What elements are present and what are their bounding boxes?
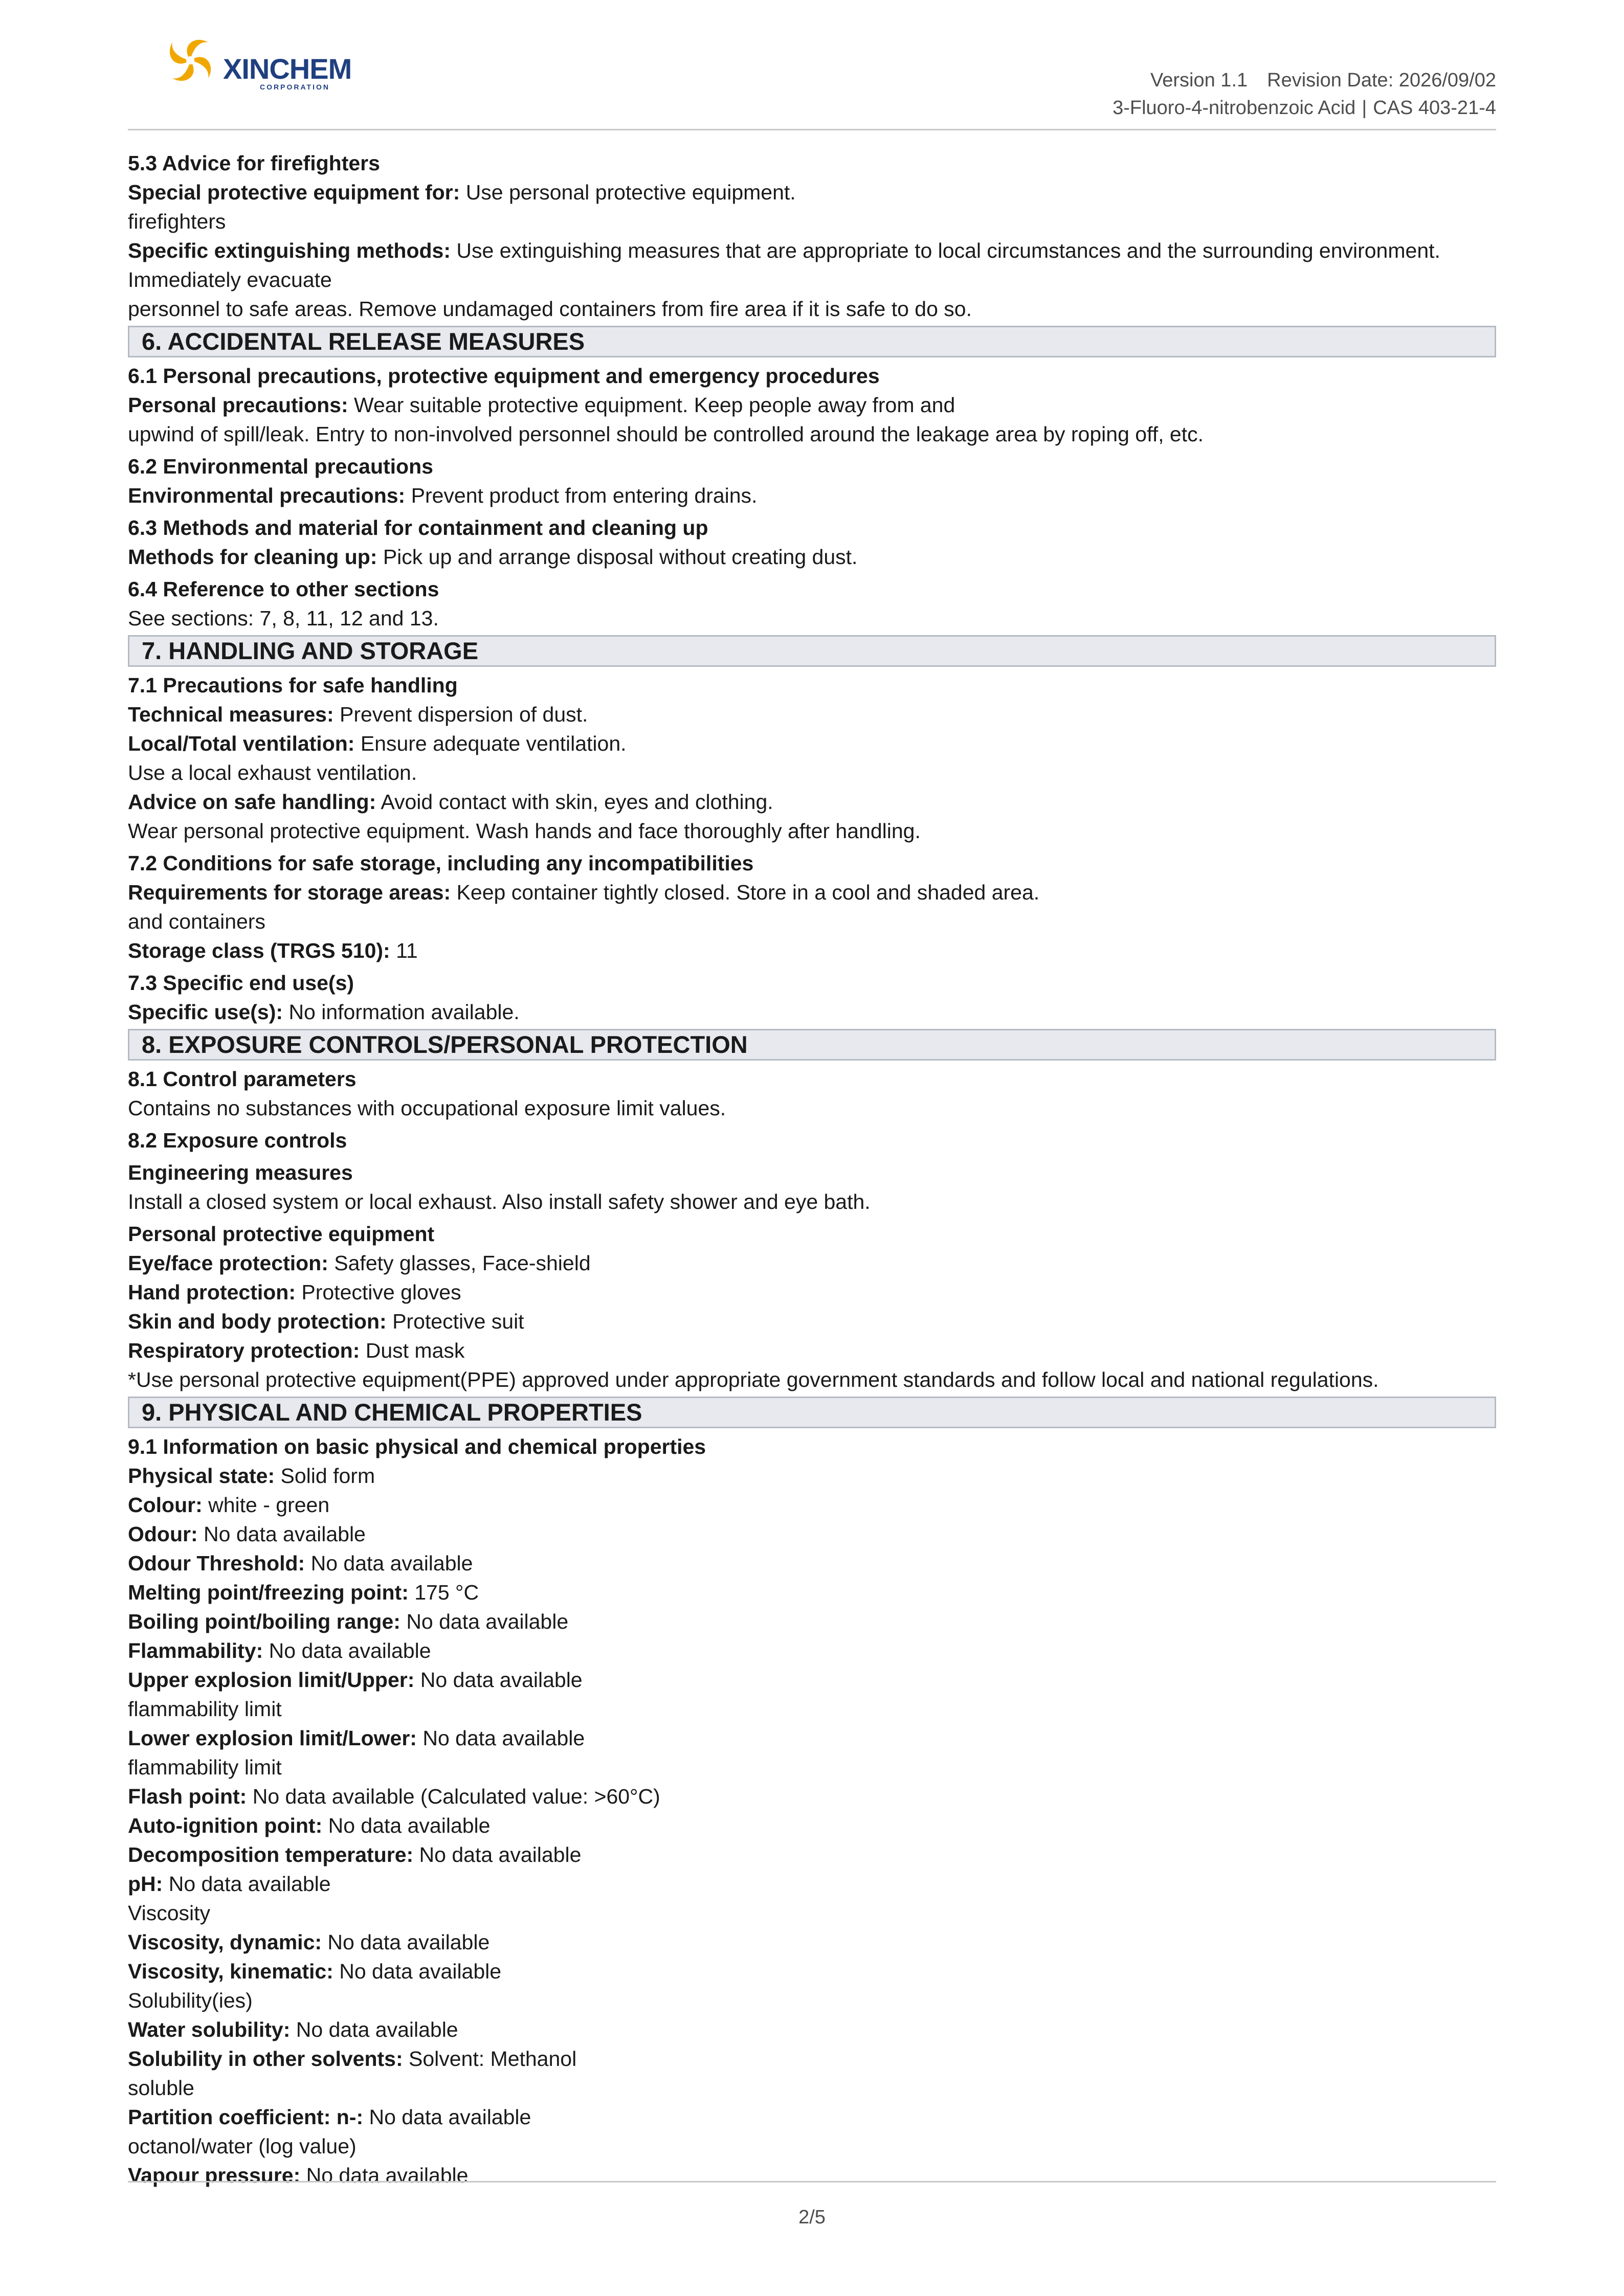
property-value: Solubility(ies): [128, 1989, 253, 2012]
continuation-line: personnel to safe areas. Remove undamaged containers from fire area if it is safe to do so.: [128, 297, 972, 321]
property-value: No data available: [414, 1668, 583, 1692]
property-value: No data available: [300, 2164, 469, 2187]
property-value: No data available: [290, 2018, 458, 2041]
property-line: [128, 1665, 1496, 1695]
company-name: XINCHEM: [223, 53, 352, 85]
property-label: Local/Total ventilation:: [128, 732, 355, 755]
continuation-line: Wear personal protective equipment. Wash hands and face thoroughly after handling.: [128, 819, 921, 843]
pinwheel-logo-icon: [160, 30, 221, 91]
property-line: [128, 391, 1496, 420]
property-value: Solid form: [275, 1464, 375, 1488]
property-value: Prevent dispersion of dust.: [333, 703, 588, 726]
section-heading-7: 7. HANDLING AND STORAGE: [128, 635, 1496, 667]
product-name: 3-Fluoro-4-nitrobenzoic Acid: [1113, 97, 1356, 119]
property-value: Avoid contact with skin, eyes and clothing.: [376, 790, 773, 814]
property-label: Odour Threshold:: [128, 1551, 305, 1575]
property-value: No data available: [413, 1843, 582, 1866]
property-value: No data available: [197, 1522, 366, 1546]
property-line: [128, 1870, 1496, 1899]
subsection-heading: 7.1 Precautions for safe handling: [128, 673, 458, 697]
subsection-heading: 8.1 Control parameters: [128, 1067, 357, 1091]
property-line: [128, 1724, 1496, 1753]
continuation-line: and containers: [128, 910, 265, 933]
subsection-heading: 5.3 Advice for firefighters: [128, 151, 380, 175]
property-label: Flash point:: [128, 1785, 247, 1808]
property-label: Auto-ignition point:: [128, 1814, 323, 1837]
minor-heading: Personal protective equipment: [128, 1222, 435, 1246]
property-line: [128, 729, 1496, 758]
property-label: Odour:: [128, 1522, 198, 1546]
property-label: Solubility in other solvents:: [128, 2047, 403, 2070]
property-label: Methods for cleaning up:: [128, 545, 377, 569]
property-line: [128, 2044, 1496, 2074]
property-line: [128, 787, 1496, 817]
property-label: Vapour pressure:: [128, 2164, 301, 2187]
company-logo: [160, 30, 374, 101]
property-value: No data available: [163, 1872, 331, 1896]
property-label: Melting point/freezing point:: [128, 1581, 409, 1604]
property-line: [128, 1249, 1496, 1278]
property-label: Water solubility:: [128, 2018, 291, 2041]
subsection-heading: 8.2 Exposure controls: [128, 1129, 347, 1152]
reference-text: See sections: 7, 8, 11, 12 and 13.: [128, 606, 439, 630]
property-line: [128, 1278, 1496, 1307]
page-number: 2/5: [798, 2207, 826, 2228]
subsection-heading: 7.3 Specific end use(s): [128, 971, 354, 995]
revision-date: Revision Date: 2026/09/02: [1267, 70, 1496, 91]
property-line: [128, 236, 1496, 265]
property-value: Solvent: Methanol: [403, 2047, 577, 2070]
property-line: [128, 1307, 1496, 1336]
continuation-line: [128, 2132, 1496, 2161]
property-label: Special protective equipment for:: [128, 181, 460, 204]
property-label: Flammability:: [128, 1639, 263, 1662]
property-value: flammability limit: [128, 1755, 282, 1779]
property-label: Viscosity, kinematic:: [128, 1960, 333, 1983]
property-value: soluble: [128, 2076, 194, 2100]
section-heading-9: 9. PHYSICAL AND CHEMICAL PROPERTIES: [128, 1397, 1496, 1428]
cas-number: CAS 403-21-4: [1373, 97, 1496, 119]
property-value: Prevent product from entering drains.: [405, 484, 758, 507]
property-line: [128, 481, 1496, 510]
property-label: Specific extinguishing methods:: [128, 239, 451, 262]
property-line: [128, 878, 1496, 907]
body-text: Install a closed system or local exhaust. Also install safety shower and eye bath.: [128, 1190, 871, 1213]
property-line: [128, 1336, 1496, 1365]
group-label: [128, 1899, 1496, 1928]
property-label: Eye/face protection:: [128, 1251, 328, 1275]
property-value: Protective suit: [386, 1310, 524, 1333]
property-label: Skin and body protection:: [128, 1310, 387, 1333]
document-body: [128, 146, 1496, 2190]
property-line: [128, 700, 1496, 729]
continuation-line: firefighters: [128, 210, 226, 233]
footer-divider: [128, 2181, 1496, 2182]
meta-separator: |: [1362, 97, 1367, 119]
company-subtitle: CORPORATION: [260, 83, 330, 91]
group-label: [128, 1986, 1496, 2015]
property-line: [128, 1461, 1496, 1491]
property-value: Wear suitable protective equipment. Keep people away from and: [348, 393, 955, 417]
property-value: No data available: [363, 2105, 531, 2129]
continuation-line: [128, 1753, 1496, 1782]
property-line: [128, 1520, 1496, 1549]
property-line: [128, 1840, 1496, 1870]
property-value: No data available: [322, 1930, 490, 1954]
section-heading-6: 6. ACCIDENTAL RELEASE MEASURES: [128, 326, 1496, 357]
property-label: Decomposition temperature:: [128, 1843, 414, 1866]
continuation-line: upwind of spill/leak. Entry to non-involved personnel should be controlled around the leakage area by roping off, etc.: [128, 422, 1204, 446]
property-label: Requirements for storage areas:: [128, 881, 451, 904]
property-line: [128, 1607, 1496, 1636]
property-value: No information available.: [283, 1000, 520, 1024]
property-label: Boiling point/boiling range:: [128, 1610, 401, 1633]
property-line: [128, 936, 1496, 965]
subsection-heading: 6.2 Environmental precautions: [128, 455, 433, 478]
property-label: Upper explosion limit/Upper:: [128, 1668, 415, 1692]
property-label: Viscosity, dynamic:: [128, 1930, 322, 1954]
property-line: [128, 178, 1496, 207]
subsection-heading: 9.1 Information on basic physical and chemical properties: [128, 1435, 706, 1458]
property-value: 11: [390, 939, 418, 962]
property-value: No data available: [333, 1960, 502, 1983]
continuation-line: Immediately evacuate: [128, 268, 332, 291]
property-line: [128, 1928, 1496, 1957]
property-label: Environmental precautions:: [128, 484, 406, 507]
property-value: Use extinguishing measures that are appropriate to local circumstances and the surrounding environment.: [451, 239, 1440, 262]
continuation-line: Use a local exhaust ventilation.: [128, 761, 417, 784]
property-line: [128, 543, 1496, 572]
property-value: Ensure adequate ventilation.: [354, 732, 627, 755]
property-value: Dust mask: [360, 1339, 465, 1362]
subsection-heading: 6.1 Personal precautions, protective equipment and emergency procedures: [128, 364, 880, 388]
property-value: Keep container tightly closed. Store in a cool and shaded area.: [451, 881, 1040, 904]
property-line: [128, 1782, 1496, 1811]
property-value: Safety glasses, Face-shield: [328, 1251, 591, 1275]
property-label: Hand protection:: [128, 1280, 296, 1304]
property-value: flammability limit: [128, 1697, 282, 1721]
body-text: Contains no substances with occupational exposure limit values.: [128, 1096, 726, 1120]
property-line: [128, 1578, 1496, 1607]
property-value: 175 °C: [408, 1581, 479, 1604]
property-label: Personal precautions:: [128, 393, 348, 417]
document-meta: [1113, 66, 1496, 122]
property-line: [128, 1957, 1496, 1986]
property-value: No data available: [416, 1726, 585, 1750]
property-label: Storage class (TRGS 510):: [128, 939, 390, 962]
subsection-heading: 6.4 Reference to other sections: [128, 577, 439, 601]
subsection-heading: 6.3 Methods and material for containment and cleaning up: [128, 516, 708, 539]
ppe-note: *Use personal protective equipment(PPE) approved under appropriate government standards and follow local and national regulations.: [128, 1368, 1379, 1391]
property-label: Physical state:: [128, 1464, 275, 1488]
property-line: [128, 998, 1496, 1027]
continuation-line: [128, 2074, 1496, 2103]
section-heading-8: 8. EXPOSURE CONTROLS/PERSONAL PROTECTION: [128, 1029, 1496, 1061]
property-line: [128, 2103, 1496, 2132]
property-value: No data available: [263, 1639, 431, 1662]
property-label: Specific use(s):: [128, 1000, 283, 1024]
property-line: [128, 1636, 1496, 1665]
property-value: white - green: [202, 1493, 330, 1517]
subsection-heading: 7.2 Conditions for safe storage, including any incompatibilities: [128, 851, 754, 875]
property-value: No data available (Calculated value: >60°C): [247, 1785, 660, 1808]
property-line: [128, 2161, 1496, 2190]
version-label: Version 1.1: [1150, 70, 1248, 91]
property-line: [128, 1811, 1496, 1840]
property-value: Protective gloves: [295, 1280, 461, 1304]
property-value: Pick up and arrange disposal without creating dust.: [377, 545, 858, 569]
property-value: Use personal protective equipment.: [460, 181, 796, 204]
property-value: No data available: [305, 1551, 473, 1575]
property-label: Advice on safe handling:: [128, 790, 376, 814]
property-value: octanol/water (log value): [128, 2134, 357, 2158]
property-label: Partition coefficient: n-:: [128, 2105, 364, 2129]
minor-heading: Engineering measures: [128, 1161, 353, 1184]
property-value: No data available: [400, 1610, 569, 1633]
property-label: Respiratory protection:: [128, 1339, 360, 1362]
page-header: [128, 20, 1496, 130]
property-value: No data available: [322, 1814, 491, 1837]
continuation-line: [128, 1695, 1496, 1724]
property-label: Colour:: [128, 1493, 203, 1517]
property-line: [128, 1549, 1496, 1578]
property-label: pH:: [128, 1872, 163, 1896]
property-label: Technical measures:: [128, 703, 334, 726]
property-line: [128, 2015, 1496, 2044]
property-label: Lower explosion limit/Lower:: [128, 1726, 417, 1750]
property-value: Viscosity: [128, 1901, 211, 1925]
property-line: [128, 1491, 1496, 1520]
